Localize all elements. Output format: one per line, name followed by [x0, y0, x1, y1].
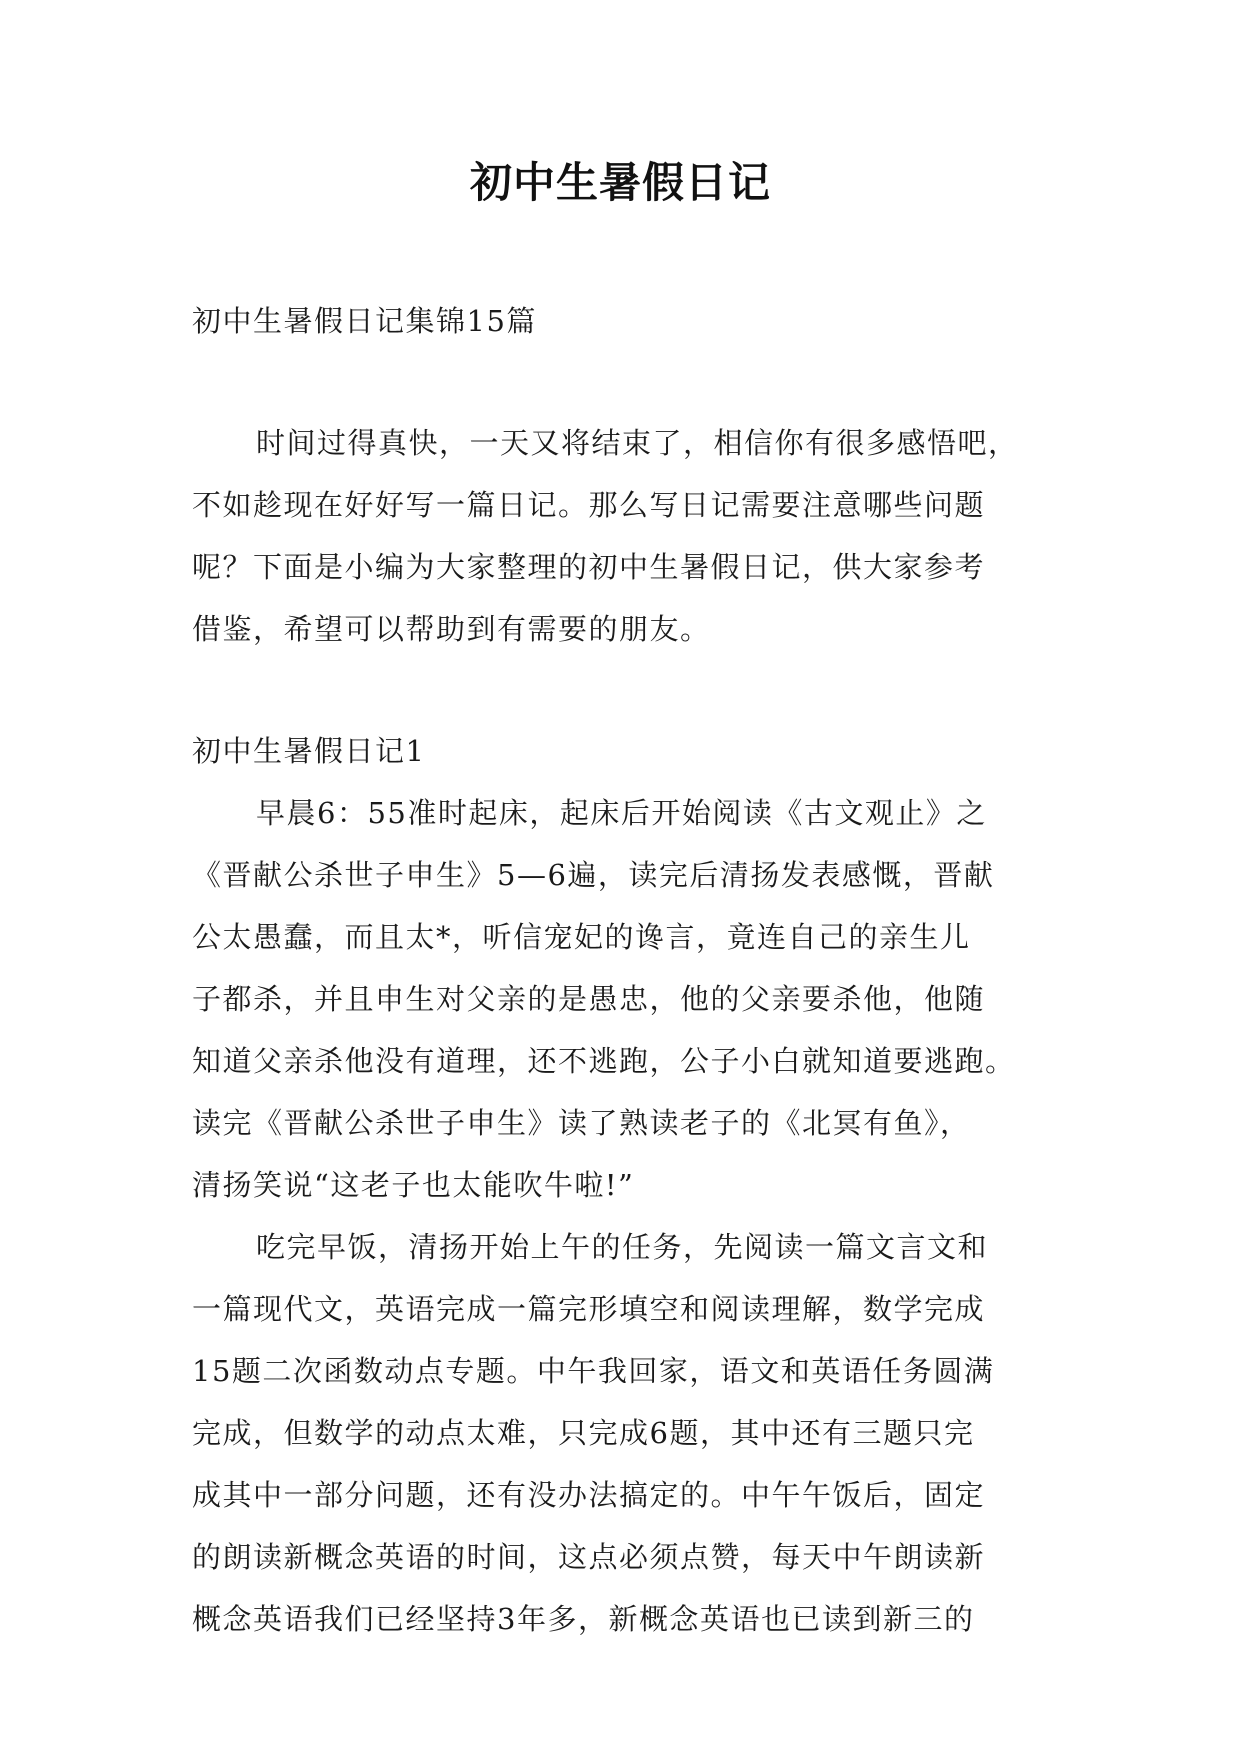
document-body	[192, 290, 1052, 1650]
text-line: 《晋献公杀世子申生》5—6遍，读完后清扬发表感慨，晋献	[192, 858, 995, 892]
document-subtitle: 初中生暑假日记集锦15篇	[192, 304, 537, 338]
section-heading: 初中生暑假日记1	[192, 734, 426, 768]
paragraph-1	[192, 782, 1052, 1216]
text-line: 吃完早饭，清扬开始上午的任务，先阅读一篇文言文和	[256, 1230, 989, 1264]
text-line: 时间过得真快，一天又将结束了，相信你有很多感悟吧，	[256, 426, 1019, 460]
text-line: 早晨6：55准时起床，起床后开始阅读《古文观止》之	[256, 796, 987, 830]
spacer	[192, 352, 1052, 412]
text-line: 成其中一部分问题，还有没办法搞定的。中午午饭后，固定	[192, 1478, 986, 1512]
text-line: 概念英语我们已经坚持3年多，新概念英语也已读到新三的	[192, 1602, 975, 1636]
intro-paragraph	[192, 412, 1052, 660]
spacer	[192, 660, 1052, 720]
text-line: 不如趁现在好好写一篇日记。那么写日记需要注意哪些问题	[192, 488, 986, 522]
paragraph-2	[192, 1216, 1052, 1650]
text-line: 完成，但数学的动点太难，只完成6题，其中还有三题只完	[192, 1416, 975, 1450]
text-line: 一篇现代文，英语完成一篇完形填空和阅读理解，数学完成	[192, 1292, 986, 1326]
text-line: 借鉴，希望可以帮助到有需要的朋友。	[192, 612, 711, 646]
text-line: 子都杀，并且申生对父亲的是愚忠，他的父亲要杀他，他随	[192, 982, 986, 1016]
text-line: 的朗读新概念英语的时间，这点必须点赞，每天中午朗读新	[192, 1540, 986, 1574]
document-title: 初中生暑假日记	[469, 158, 771, 207]
text-line: 清扬笑说“这老子也太能吹牛啦!”	[192, 1168, 635, 1202]
text-line: 15题二次函数动点专题。中午我回家，语文和英语任务圆满	[192, 1354, 995, 1388]
text-line: 读完《晋献公杀世子申生》读了熟读老子的《北冥有鱼》，	[192, 1106, 971, 1140]
text-line: 知道父亲杀他没有道理，还不逃跑，公子小白就知道要逃跑。	[192, 1044, 1016, 1078]
text-line: 公太愚蠢，而且太*，听信宠妃的谗言，竟连自己的亲生儿	[192, 920, 971, 954]
text-line: 呢？下面是小编为大家整理的初中生暑假日记，供大家参考	[192, 550, 986, 584]
